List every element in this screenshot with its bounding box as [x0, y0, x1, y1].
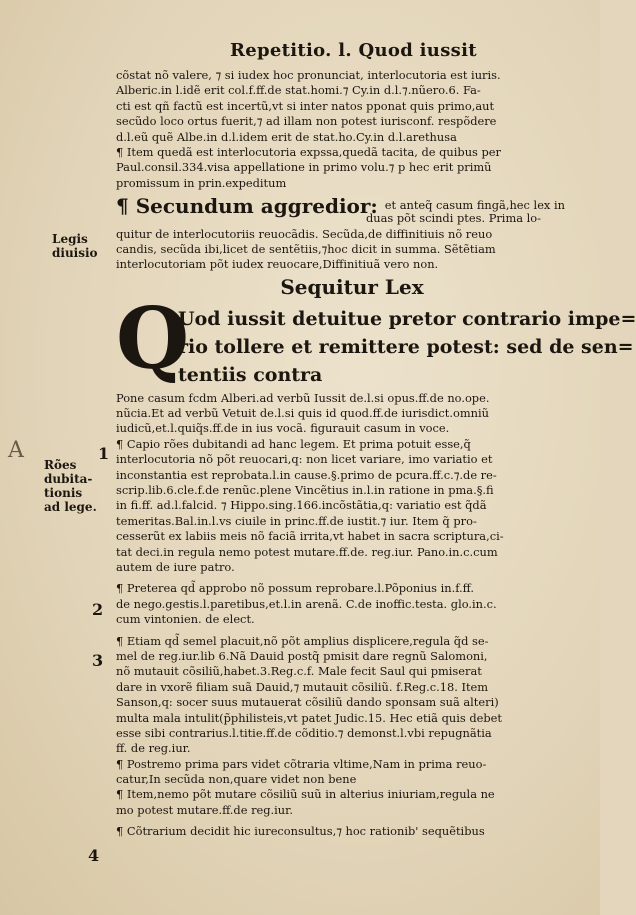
text-line: Alberic.in l.idẽ erit col.f.ff.de stat.homi.⁊ Cy.in d.l.⁊.nũero.6. Fa-	[116, 83, 481, 98]
text-line: ¶ Etiam qd̃ semel placuit,nõ põt amplius displicere,regula q̃d se-	[116, 633, 489, 648]
text-line: ¶ Capio rões dubitandi ad hanc legem. Et prima potuit esse,q̃	[116, 436, 471, 451]
text-line: inconstantia est reprobata.l.in cause.§.primo de pcura.ff.c.⁊.de re-	[116, 467, 497, 482]
text-line: iudicũ,et.l.quiq̃s.ff.de in ius vocã. figurauit casum in voce.	[116, 421, 450, 436]
margin-note-line: Rões	[44, 458, 77, 472]
margin-note-line: dubita-	[44, 472, 93, 486]
paragraph-casus	[116, 391, 588, 576]
margin-number-4: 4	[88, 846, 100, 865]
margin-note-rones	[44, 458, 97, 514]
margin-note-line: Legis	[52, 232, 88, 246]
text-line: cõstat nõ valere, ⁊ si iudex hoc pronunciat, interlocutoria est iuris.	[116, 68, 501, 82]
text-line: ¶ Postremo prima pars videt cõtraria vltime,Nam in prima reuo-	[116, 756, 487, 771]
text-line: mel de reg.iur.lib 6.Nã Dauid postq̃ pmisit dare regnũ Salomoni,	[116, 648, 488, 663]
secundum-line: duas põt scindi ptes. Prima lo-	[366, 211, 542, 226]
margin-note-line: tionis	[44, 486, 83, 500]
running-title: Repetitio. l. Quod iussit	[230, 40, 477, 61]
margin-number-3: 3	[92, 651, 104, 670]
text-line: scrip.lib.6.cle.f.de renũc.plene Vincẽtius in.l.in ratione in pma.§.fi	[116, 483, 494, 498]
paragraph-contrarium	[116, 824, 588, 839]
text-line: cum vintonien. de elect.	[116, 612, 255, 627]
lex-title: Sequitur Lex	[280, 274, 424, 299]
text-line: autem de iure patro.	[116, 559, 235, 574]
text-line: ¶ Item,nemo põt mutare cõsiliũ suũ in alterius iniuriam,regula ne	[116, 787, 495, 802]
text-line: interlocutoria nõ põt reuocari,q: non licet variare, imo variatio et	[116, 452, 493, 467]
text-line: mo potest mutare.ff.de reg.iur.	[116, 802, 293, 817]
lex-text-block	[116, 288, 636, 391]
text-line: ¶ Preterea qd̃ approbo nõ possum reprobare.l.Põponius in.f.ff.	[116, 581, 474, 596]
text-line: cti est qñ factũ est incertũ,vt si inter natos pponat quis primo,aut	[116, 98, 495, 113]
text-line: catur,In secũda non,quare videt non bene	[116, 772, 357, 787]
text-line: d.l.eũ quẽ Albe.in d.l.idem erit de stat.ho.Cy.in d.l.arethusa	[116, 129, 457, 144]
margin-number-1: 1	[98, 444, 110, 463]
text-line: candis, secũda ibi,licet de sentẽtiis,⁊hoc dicit in summa. Sẽtẽtiam	[116, 241, 496, 256]
text-line: Sanson,q: socer suus mutauerat cõsiliũ dando sponsam suã alteri)	[116, 695, 499, 710]
initial-capital: Q	[116, 288, 190, 388]
stray-margin-mark: A	[8, 438, 24, 463]
lex-line: tentiis contra	[178, 363, 323, 386]
text-line: esse sibi contrarius.l.titie.ff.de cõditio.⁊ demonst.l.vbi repugnãtia	[116, 725, 492, 740]
text-body	[116, 68, 636, 840]
text-line: quitur de interlocutoriis reuocãdis. Secũda,de diffinitiuis nõ reuo	[116, 226, 493, 241]
text-line: interlocutoriam põt iudex reuocare,Diffinitiuã vero non.	[116, 257, 439, 272]
text-line: nũcia.Et ad verbũ Vetuit de.l.si quis id quod.ff.de iurisdict.omniũ	[116, 406, 489, 421]
text-line: dare in vxorẽ filiam suã Dauid,⁊ mutauit cõsiliũ. f.Reg.c.18. Item	[116, 679, 489, 694]
margin-note-line: ad lege.	[44, 500, 97, 514]
paragraph-interlocutoria	[116, 68, 588, 191]
paragraph-secundum	[116, 227, 588, 273]
margin-number-2: 2	[92, 600, 104, 619]
text-line: ff. de reg.iur.	[116, 741, 191, 756]
lex-line: rio tollere et remittere potest: sed de sen=	[178, 335, 634, 358]
margin-note-line: diuisio	[52, 246, 98, 260]
text-line: tat deci.in regula nemo potest mutare.ff.de. reg.iur. Pano.in.c.cum	[116, 544, 498, 559]
text-line: multa mala intulit(p̃philisteis,vt patet Judic.15. Hec etiã quis debet	[116, 710, 502, 725]
text-line: cesserũt ex labiis meis nõ faciã irrita,vt habet in sacra scriptura,ci-	[116, 529, 504, 544]
text-line: secũdo loco ortus fuerit,⁊ ad illam non potest iurisconf. respõdere	[116, 114, 497, 129]
paragraph-preterea	[116, 581, 588, 627]
secundum-lead: ¶ Secundum aggredior:	[116, 194, 378, 219]
paragraph-etiam	[116, 634, 588, 819]
margin-note-legis-diuisio	[52, 232, 98, 260]
lex-text-lines	[178, 305, 636, 389]
text-line: promissum in prin.expeditum	[116, 175, 287, 190]
text-line: de nego.gestis.l.paretibus,et.l.in arenã. C.de inoffic.testa. glo.in.c.	[116, 596, 497, 611]
text-line: nõ mutauit cõsiliũ,habet.3.Reg.c.f. Male fecit Saul qui pmiserat	[116, 664, 482, 679]
text-line: temeritas.Bal.in.l.vs ciuile in princ.ff.de iustit.⁊ iur. Item q̃ pro-	[116, 513, 477, 528]
text-line: in fi.ff. ad.l.falcid. ⁊ Hippo.sing.166.incõstãtia,q: variatio est q̃dã	[116, 498, 487, 513]
text-line: ¶ Cõtrarium decidit hic iureconsultus,⁊ hoc rationib' sequẽtibus	[116, 824, 485, 839]
lex-line: Uod iussit detuitue pretor contrario impe=	[178, 307, 636, 330]
text-line: Paul.consil.334.visa appellatione in primo volu.⁊ p hec erit primũ	[116, 160, 492, 175]
text-line: ¶ Item quedã est interlocutoria expssa,quedã tacita, de quibus per	[116, 144, 501, 159]
text-line: Pone casum fcdm Alberi.ad verbũ Iussit de.l.si opus.ff.de no.ope.	[116, 390, 490, 405]
secundum-rest: et anteq̃ casum fingã,hec lex in	[384, 198, 565, 213]
